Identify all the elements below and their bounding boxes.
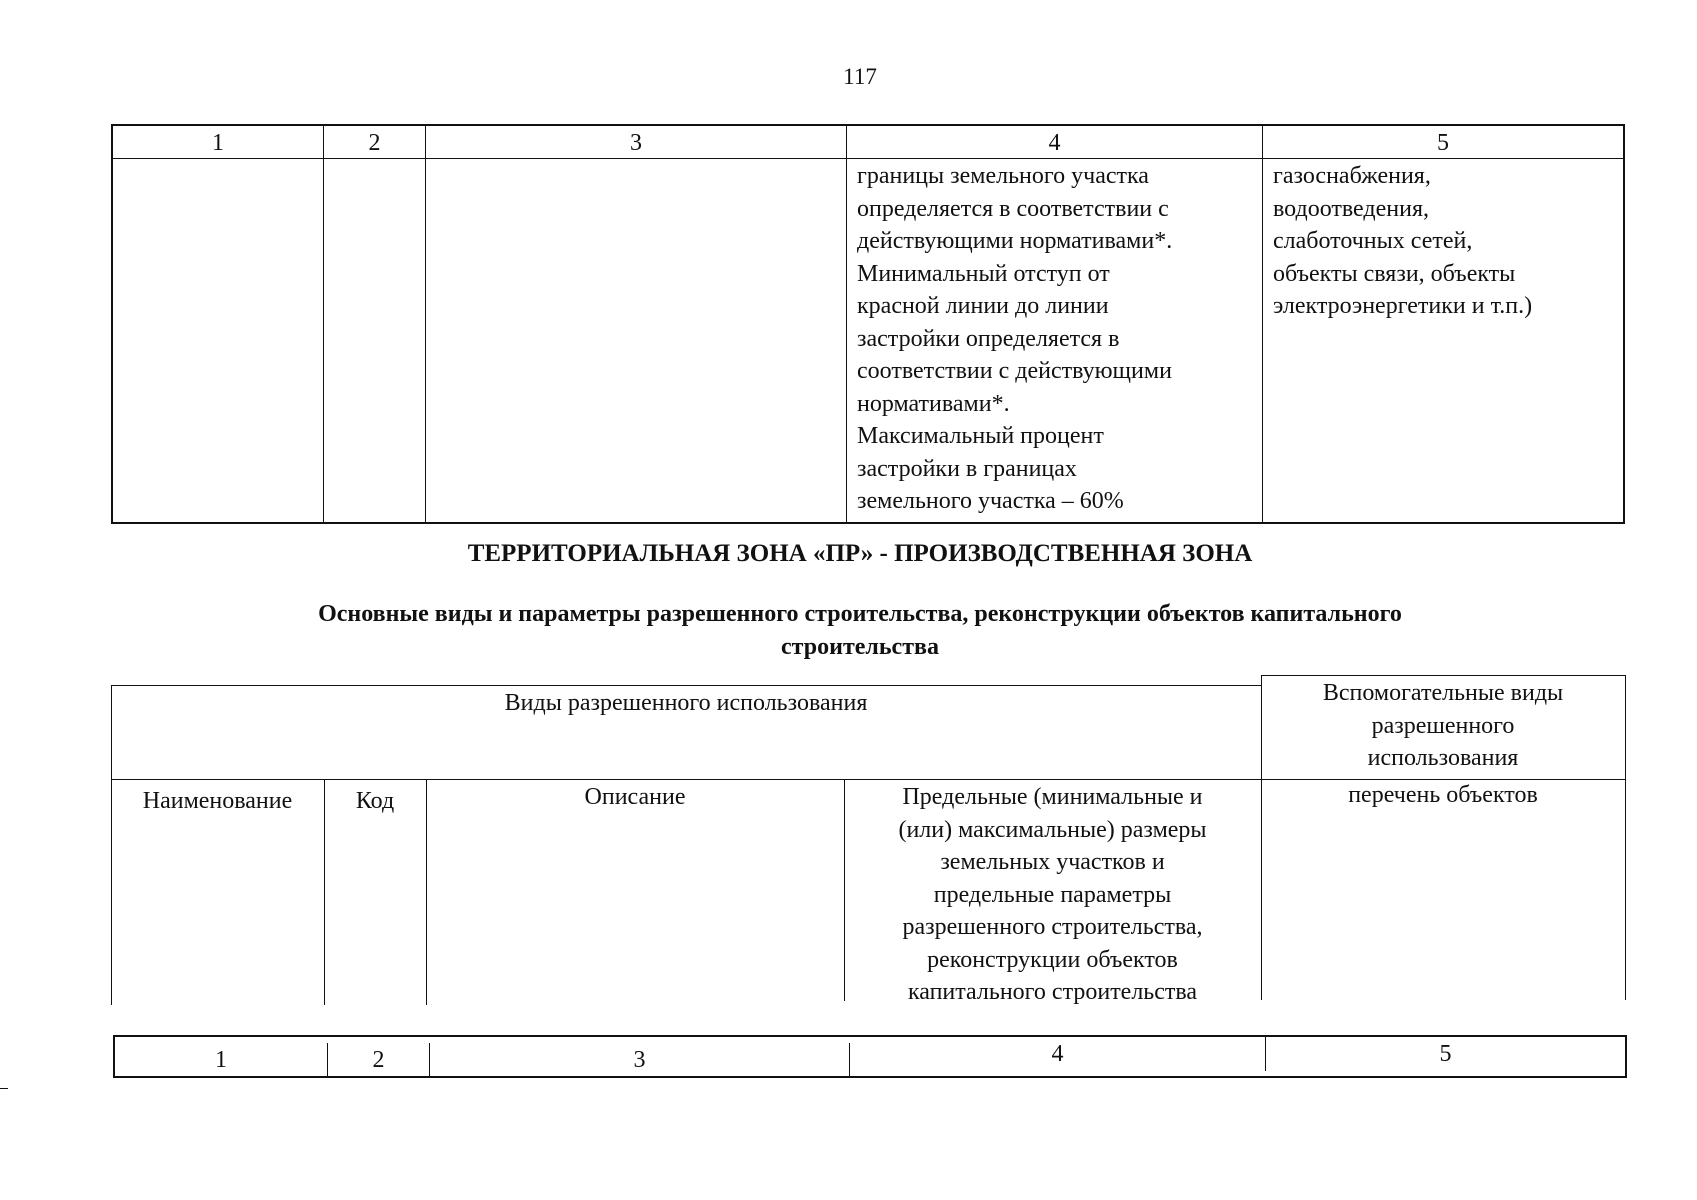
right-border (1625, 675, 1626, 1000)
header-name: Наименование (142, 788, 293, 814)
group-header: Виды разрешенного использования (504, 690, 868, 716)
header-objects: перечень объектов (1348, 782, 1538, 808)
left-border (111, 685, 112, 1005)
main-table-header (111, 675, 1625, 1015)
column-number-row (113, 1035, 1627, 1078)
col-number-1: 1 (113, 126, 324, 522)
header-description: Описание (584, 784, 686, 810)
col-number-5: 5 (1437, 130, 1449, 156)
bottom-col-number-4: 4 (850, 1037, 1266, 1071)
bottom-col-number-3: 3 (430, 1043, 850, 1078)
header-code: Код (355, 788, 395, 814)
bottom-col-number-2: 2 (328, 1043, 430, 1078)
col-number-4: 4 (847, 126, 1263, 522)
zone-title: ТЕРРИТОРИАЛЬНАЯ ЗОНА «ПР» - ПРОИЗВОДСТВЕННАЯ ЗОНА (467, 540, 1253, 567)
limits-cell-text: границы земельного участка определяется в соответствии с действующими нормативами*. Минимальный отступ от красной линии до линии застройки определяется в соответствии с действующими нормативами*. Максимальный процент застройки в границах земельного участка – 60% (857, 163, 1173, 514)
col-number-2: 2 (324, 126, 426, 522)
continued-table (111, 124, 1625, 524)
col-number-3: 3 (426, 126, 847, 522)
main-table-top-border (111, 685, 1261, 686)
aux-top-border (1261, 675, 1625, 676)
objects-cell-text: газоснабжения, водоотведения, слаботочных сетей, объекты связи, объекты электроэнергетики и т.п.) (1273, 163, 1533, 319)
zone-subtitle: Основные виды и параметры разрешенного строительства, реконструкции объектов капитального строительства (318, 601, 1402, 660)
bottom-col-number-1: 1 (115, 1043, 328, 1078)
bottom-col-number-5: 5 (1439, 1041, 1452, 1067)
header-limits: Предельные (минимальные и (или) максимальные) размеры земельных участков и предельные параметры разрешенного строительства, реконструкции объектов капитального строительства (898, 784, 1207, 1005)
page-number: 117 (843, 64, 877, 89)
margin-mark (0, 1088, 8, 1089)
aux-header: Вспомогательные виды разрешенного использования (1322, 680, 1564, 771)
